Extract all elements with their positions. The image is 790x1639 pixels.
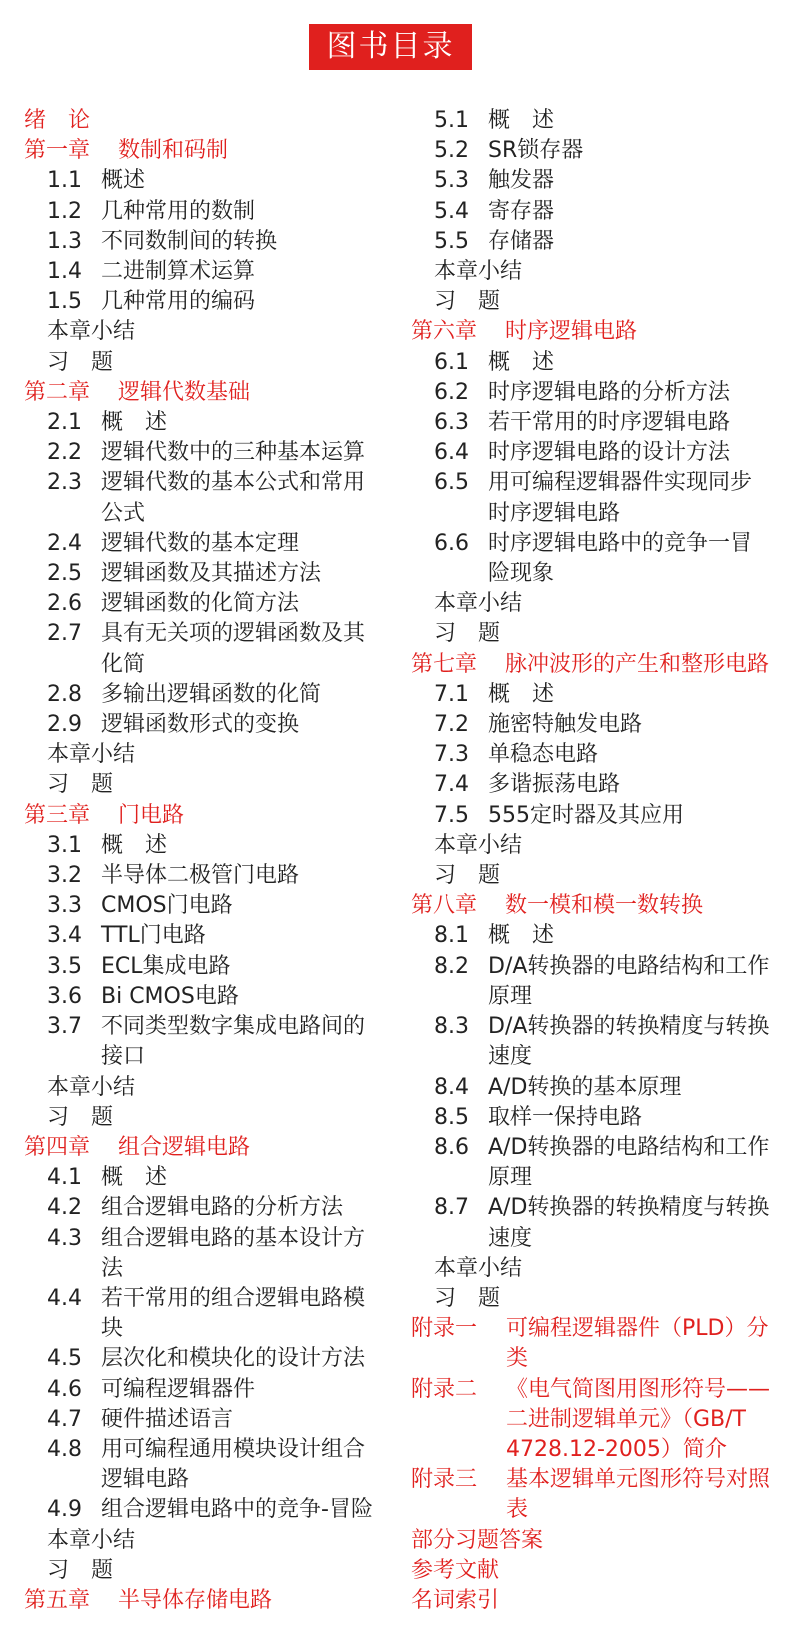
section-title: 组合逻辑电路中的竞争-冒险	[101, 1497, 373, 1523]
section-title: A/D转换器的电路结构和工作原理	[488, 1134, 770, 1191]
toc-section[interactable]	[24, 891, 394, 921]
section-number: 3.1	[47, 832, 82, 858]
chapter-title: 时序逻辑电路	[505, 319, 638, 345]
section-title: 半导体二极管门电路	[101, 863, 300, 889]
toc-section[interactable]	[411, 529, 781, 589]
section-title: 555定时器及其应用	[488, 802, 684, 828]
section-number: 3.3	[47, 893, 82, 919]
chapter-title: 数一模和模一数转换	[505, 893, 704, 919]
toc-section[interactable]	[24, 1495, 394, 1525]
toc-section[interactable]	[411, 227, 781, 257]
toc-sub-item[interactable]: 本章小结	[47, 319, 136, 345]
section-title: 逻辑代数中的三种基本运算	[101, 440, 366, 466]
section-number: 3.4	[47, 923, 82, 949]
toc-section[interactable]	[411, 106, 781, 136]
section-title: 时序逻辑电路的分析方法	[488, 379, 731, 405]
section-number: 3.7	[47, 1014, 82, 1040]
chapter-label: 第三章	[24, 802, 91, 828]
appendix-label: 附录三	[411, 1467, 478, 1493]
appendix-title: 可编程逻辑器件（PLD）分类	[506, 1316, 769, 1372]
appendix-title: 基本逻辑单元图形符号对照表	[506, 1467, 771, 1523]
toc-chapter[interactable]	[411, 891, 781, 921]
toc-section[interactable]	[24, 861, 394, 891]
section-title: 逻辑代数的基本公式和常用公式	[101, 470, 366, 526]
toc-section[interactable]	[24, 1012, 394, 1072]
section-number: 3.5	[47, 953, 82, 979]
toc-sub-item[interactable]: 习 题	[47, 1104, 114, 1130]
chapter-title: 数制和码制	[118, 138, 229, 164]
section-number: 2.7	[47, 621, 82, 647]
toc-sub-item[interactable]: 本章小结	[434, 259, 523, 285]
section-number: 4.3	[47, 1225, 82, 1251]
toc-section[interactable]	[411, 680, 781, 710]
section-title: 时序逻辑电路的设计方法	[488, 440, 731, 466]
toc-sub-item[interactable]: 习 题	[434, 621, 501, 647]
toc-sub-item[interactable]: 本章小结	[434, 591, 523, 617]
chapter-label: 第六章	[411, 319, 478, 345]
section-number: 1.5	[47, 289, 82, 315]
section-number: 2.5	[47, 561, 82, 587]
section-number: 5.3	[434, 168, 469, 194]
toc-chapter[interactable]	[24, 136, 394, 166]
section-number: 3.6	[47, 983, 82, 1009]
section-title: 取样一保持电路	[488, 1104, 643, 1130]
toc-entry[interactable]: 名词索引	[411, 1587, 500, 1613]
section-number: 7.2	[434, 712, 469, 738]
section-title: 多谐振荡电路	[488, 772, 621, 798]
section-number: 1.3	[47, 228, 82, 254]
section-title: 可编程逻辑器件	[101, 1376, 256, 1402]
section-title: 若干常用的时序逻辑电路	[488, 410, 731, 436]
toc-section[interactable]	[24, 1344, 394, 1374]
section-title: 逻辑函数及其描述方法	[101, 561, 322, 587]
toc-section[interactable]	[24, 197, 394, 227]
section-title: 时序逻辑电路中的竞争一冒险现象	[488, 530, 753, 587]
section-title: TTL门电路	[101, 923, 206, 949]
section-title: CMOS门电路	[101, 893, 233, 919]
section-number: 2.1	[47, 410, 82, 436]
toc-section[interactable]	[24, 227, 394, 257]
toc-section[interactable]	[411, 1133, 781, 1193]
toc-section[interactable]	[24, 257, 394, 287]
toc-section[interactable]	[24, 1224, 394, 1284]
section-title: A/D转换的基本原理	[488, 1074, 682, 1100]
toc-section[interactable]	[24, 1284, 394, 1344]
section-number: 8.7	[434, 1195, 469, 1221]
section-title: 多输出逻辑函数的化简	[101, 681, 322, 707]
toc-section[interactable]	[24, 952, 394, 982]
toc-section[interactable]	[411, 740, 781, 770]
section-title: 用可编程逻辑器件实现同步时序逻辑电路	[488, 470, 753, 526]
section-number: 4.2	[47, 1195, 82, 1221]
toc-section[interactable]	[411, 136, 781, 166]
section-number: 2.6	[47, 591, 82, 617]
toc-sub-item[interactable]: 本章小结	[434, 1255, 523, 1281]
toc-section[interactable]	[24, 710, 394, 740]
section-number: 2.4	[47, 530, 82, 556]
section-number: 4.6	[47, 1376, 82, 1402]
toc-right-column	[411, 106, 781, 1616]
section-title: 具有无关项的逻辑函数及其化简	[101, 621, 366, 677]
toc-section[interactable]	[411, 1103, 781, 1133]
toc-entry[interactable]: 参考文献	[411, 1557, 500, 1583]
toc-section[interactable]	[411, 710, 781, 740]
section-title: 触发器	[488, 168, 555, 194]
section-number: 8.6	[434, 1134, 469, 1160]
toc-section[interactable]	[24, 438, 394, 468]
chapter-title: 脉冲波形的产生和整形电路	[505, 651, 770, 677]
section-number: 1.4	[47, 259, 82, 285]
section-number: 5.2	[434, 138, 469, 164]
section-title: 硬件描述语言	[101, 1406, 234, 1432]
toc-section[interactable]	[24, 529, 394, 559]
chapter-label: 第七章	[411, 651, 478, 677]
toc-section[interactable]	[411, 1193, 781, 1253]
section-title: 二进制算术运算	[101, 259, 256, 285]
appendix-title: 《电气简图用图形符号——二进制逻辑单元》（GB/T 4728.12-2005）简介	[506, 1376, 771, 1462]
toc-section[interactable]	[411, 468, 781, 528]
toc-left-column	[24, 106, 394, 1616]
toc-section[interactable]	[24, 166, 394, 196]
section-title: 寄存器	[488, 198, 555, 224]
toc-sub-item[interactable]: 习 题	[434, 289, 501, 315]
toc-section[interactable]	[24, 1193, 394, 1223]
section-number: 6.6	[434, 530, 469, 556]
toc-appendix[interactable]	[411, 1314, 781, 1374]
section-title: 单稳态电路	[488, 742, 599, 768]
toc-entry[interactable]: 绪 论	[24, 108, 91, 133]
chapter-title: 逻辑代数基础	[118, 379, 251, 405]
toc-section[interactable]	[411, 921, 781, 951]
toc-entry[interactable]: 部分习题答案	[411, 1527, 544, 1553]
section-title: 层次化和模块化的设计方法	[101, 1346, 366, 1372]
toc-section[interactable]	[24, 589, 394, 619]
toc-chapter[interactable]	[411, 317, 781, 347]
toc-section[interactable]	[24, 1405, 394, 1435]
section-title: 概 述	[488, 923, 555, 949]
chapter-label: 第五章	[24, 1587, 91, 1613]
section-title: 概 述	[101, 410, 168, 436]
chapter-title: 门电路	[118, 802, 185, 828]
section-number: 7.1	[434, 681, 469, 707]
toc-section[interactable]	[411, 438, 781, 468]
section-title: 存储器	[488, 228, 555, 254]
section-number: 3.2	[47, 863, 82, 889]
section-title: ECL集成电路	[101, 953, 231, 979]
section-number: 8.2	[434, 953, 469, 979]
section-number: 1.1	[47, 168, 82, 194]
toc-appendix[interactable]	[411, 1375, 781, 1466]
toc-section[interactable]	[24, 831, 394, 861]
section-number: 1.2	[47, 198, 82, 224]
appendix-label: 附录二	[411, 1376, 478, 1402]
toc-section[interactable]	[411, 408, 781, 438]
toc-section[interactable]	[24, 287, 394, 317]
section-title: 概 述	[101, 1165, 168, 1191]
section-title: 概述	[101, 168, 146, 194]
toc-chapter[interactable]	[24, 378, 394, 408]
section-number: 8.3	[434, 1014, 469, 1040]
section-number: 8.5	[434, 1104, 469, 1130]
toc-section[interactable]	[411, 770, 781, 800]
section-number: 2.9	[47, 712, 82, 738]
section-number: 7.5	[434, 802, 469, 828]
toc-sub-item[interactable]: 习 题	[434, 863, 501, 889]
section-title: D/A转换器的电路结构和工作原理	[488, 953, 770, 1009]
section-title: 概 述	[488, 108, 555, 133]
chapter-label: 第四章	[24, 1134, 91, 1160]
toc-sub-item[interactable]: 习 题	[47, 772, 114, 798]
toc-sub-item[interactable]: 本章小结	[434, 832, 523, 858]
section-number: 6.5	[434, 470, 469, 496]
toc-section[interactable]	[24, 921, 394, 951]
section-number: 5.1	[434, 108, 469, 133]
toc-section[interactable]	[411, 197, 781, 227]
section-number: 4.1	[47, 1165, 82, 1191]
section-title: 几种常用的编码	[101, 289, 256, 315]
toc-section[interactable]	[24, 1435, 394, 1495]
section-title: 几种常用的数制	[101, 198, 256, 224]
section-title: 逻辑函数的化简方法	[101, 591, 300, 617]
section-number: 2.8	[47, 681, 82, 707]
section-title: 组合逻辑电路的分析方法	[101, 1195, 344, 1221]
toc-chapter[interactable]	[24, 1133, 394, 1163]
toc-section[interactable]	[24, 1375, 394, 1405]
toc-section[interactable]	[411, 166, 781, 196]
toc-appendix[interactable]	[411, 1465, 781, 1525]
toc-sub-item[interactable]: 习 题	[47, 1557, 114, 1583]
section-title: 概 述	[488, 681, 555, 707]
section-title: SR锁存器	[488, 138, 584, 164]
toc-section[interactable]	[24, 1163, 394, 1193]
section-number: 8.4	[434, 1074, 469, 1100]
section-title: 概 述	[488, 349, 555, 375]
section-number: 5.4	[434, 198, 469, 224]
section-title: A/D转换器的转换精度与转换速度	[488, 1195, 770, 1251]
section-title: 用可编程通用模块设计组合逻辑电路	[101, 1436, 366, 1493]
section-number: 6.3	[434, 410, 469, 436]
toc-section[interactable]	[411, 952, 781, 1012]
toc-section[interactable]	[24, 619, 394, 679]
section-number: 4.5	[47, 1346, 82, 1372]
toc-sub-item[interactable]: 习 题	[434, 1285, 501, 1311]
section-number: 8.1	[434, 923, 469, 949]
section-number: 6.2	[434, 379, 469, 405]
toc-chapter[interactable]	[411, 650, 781, 680]
section-title: 逻辑函数形式的变换	[101, 712, 300, 738]
chapter-label: 第八章	[411, 893, 478, 919]
section-title: Bi CMOS电路	[101, 983, 239, 1009]
toc-section[interactable]	[24, 468, 394, 528]
section-title: D/A转换器的转换精度与转换速度	[488, 1014, 770, 1070]
section-title: 逻辑代数的基本定理	[101, 530, 300, 556]
toc-section[interactable]	[411, 348, 781, 378]
toc-section[interactable]	[411, 378, 781, 408]
section-title: 不同数制间的转换	[101, 228, 278, 254]
toc-sub-item[interactable]: 本章小结	[47, 1074, 136, 1100]
section-title: 若干常用的组合逻辑电路模块	[101, 1285, 366, 1342]
page-title: 图书目录	[309, 24, 472, 70]
chapter-title: 组合逻辑电路	[118, 1134, 251, 1160]
toc-section[interactable]	[24, 408, 394, 438]
section-number: 6.4	[434, 440, 469, 466]
section-title: 施密特触发电路	[488, 712, 643, 738]
toc-section[interactable]	[411, 1012, 781, 1072]
toc-section[interactable]	[24, 680, 394, 710]
section-number: 4.8	[47, 1436, 82, 1462]
appendix-label: 附录一	[411, 1316, 478, 1342]
toc-sub-item[interactable]: 习 题	[47, 349, 114, 375]
section-number: 7.4	[434, 772, 469, 798]
toc-chapter[interactable]	[24, 801, 394, 831]
section-number: 2.3	[47, 470, 82, 496]
section-number: 6.1	[434, 349, 469, 375]
section-number: 7.3	[434, 742, 469, 768]
toc-section[interactable]	[411, 801, 781, 831]
section-title: 概 述	[101, 832, 168, 858]
toc-section[interactable]	[411, 1073, 781, 1103]
toc-section[interactable]	[24, 559, 394, 589]
chapter-title: 半导体存储电路	[118, 1587, 273, 1613]
section-title: 组合逻辑电路的基本设计方法	[101, 1225, 366, 1281]
section-title: 不同类型数字集成电路间的接口	[101, 1014, 366, 1070]
section-number: 4.4	[47, 1285, 82, 1311]
toc-section[interactable]	[24, 982, 394, 1012]
chapter-label: 第二章	[24, 379, 91, 405]
section-number: 4.9	[47, 1497, 82, 1523]
section-number: 2.2	[47, 440, 82, 466]
chapter-label: 第一章	[24, 138, 91, 164]
toc-sub-item[interactable]: 本章小结	[47, 742, 136, 768]
section-number: 5.5	[434, 228, 469, 254]
section-number: 4.7	[47, 1406, 82, 1432]
toc-chapter[interactable]	[24, 1586, 394, 1616]
toc-sub-item[interactable]: 本章小结	[47, 1527, 136, 1553]
